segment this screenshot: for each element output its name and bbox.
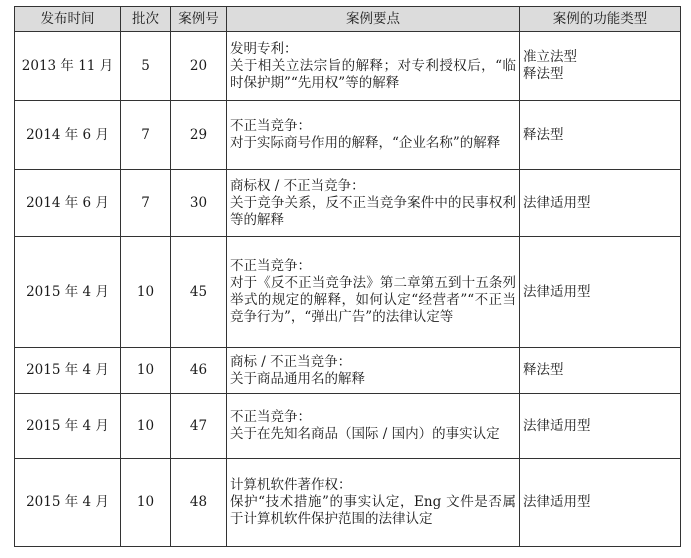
cell-case-number: 45 xyxy=(171,237,227,348)
header-function-type: 案例的功能类型 xyxy=(520,7,681,32)
cell-function-type: 准立法型 释法型 xyxy=(520,32,681,101)
cell-function-type: 法律适用型 xyxy=(520,170,681,237)
cell-date: 2013 年 11 月 xyxy=(15,32,121,101)
cell-batch: 10 xyxy=(121,459,171,547)
cell-case-points: 商标权 / 不正当竞争： 关于竞争关系，反不正当竞争案件中的民事权利等的解释 xyxy=(227,170,520,237)
header-case-points: 案例要点 xyxy=(227,7,520,32)
cell-date: 2015 年 4 月 xyxy=(15,459,121,547)
cell-case-points: 商标 / 不正当竞争： 关于商品通用名的解释 xyxy=(227,348,520,394)
table-row xyxy=(15,394,681,459)
cell-batch: 5 xyxy=(121,32,171,101)
cell-case-points: 不正当竞争： 对于《反不正当竞争法》第二章第五到十五条列举式的规定的解释，如何认定“经营者”“不正当竞争行为”，“弹出广告”的法律认定等 xyxy=(227,237,520,348)
cell-function-type: 法律适用型 xyxy=(520,394,681,459)
cell-function-type: 释法型 xyxy=(520,101,681,170)
header-case-number: 案例号 xyxy=(171,7,227,32)
table-row xyxy=(15,170,681,237)
table-header-row xyxy=(15,7,681,32)
cell-case-number: 48 xyxy=(171,459,227,547)
cell-function-type: 释法型 xyxy=(520,348,681,394)
cell-batch: 7 xyxy=(121,170,171,237)
cell-case-points: 不正当竞争： 对于实际商号作用的解释，“企业名称”的解释 xyxy=(227,101,520,170)
case-table-container xyxy=(14,6,681,547)
cell-case-number: 29 xyxy=(171,101,227,170)
table-row xyxy=(15,348,681,394)
cell-case-points: 不正当竞争： 关于在先知名商品（国际 / 国内）的事实认定 xyxy=(227,394,520,459)
cell-case-number: 30 xyxy=(171,170,227,237)
cell-batch: 10 xyxy=(121,237,171,348)
cell-date: 2015 年 4 月 xyxy=(15,394,121,459)
cell-case-points: 发明专利： 关于相关立法宗旨的解释；对专利授权后，“临时保护期”“先用权”等的解释 xyxy=(227,32,520,101)
cell-case-number: 47 xyxy=(171,394,227,459)
cell-batch: 10 xyxy=(121,348,171,394)
cell-function-type: 法律适用型 xyxy=(520,459,681,547)
table-row xyxy=(15,32,681,101)
table-row xyxy=(15,237,681,348)
header-date: 发布时间 xyxy=(15,7,121,32)
header-batch: 批次 xyxy=(121,7,171,32)
case-table xyxy=(14,6,681,547)
cell-case-points: 计算机软件著作权： 保护“技术措施”的事实认定，Eng 文件是否属于计算机软件保护范围的法律认定 xyxy=(227,459,520,547)
cell-function-type: 法律适用型 xyxy=(520,237,681,348)
cell-case-number: 20 xyxy=(171,32,227,101)
cell-batch: 7 xyxy=(121,101,171,170)
cell-case-number: 46 xyxy=(171,348,227,394)
cell-date: 2015 年 4 月 xyxy=(15,237,121,348)
cell-batch: 10 xyxy=(121,394,171,459)
cell-date: 2014 年 6 月 xyxy=(15,170,121,237)
table-row xyxy=(15,101,681,170)
table-row xyxy=(15,459,681,547)
cell-date: 2015 年 4 月 xyxy=(15,348,121,394)
cell-date: 2014 年 6 月 xyxy=(15,101,121,170)
